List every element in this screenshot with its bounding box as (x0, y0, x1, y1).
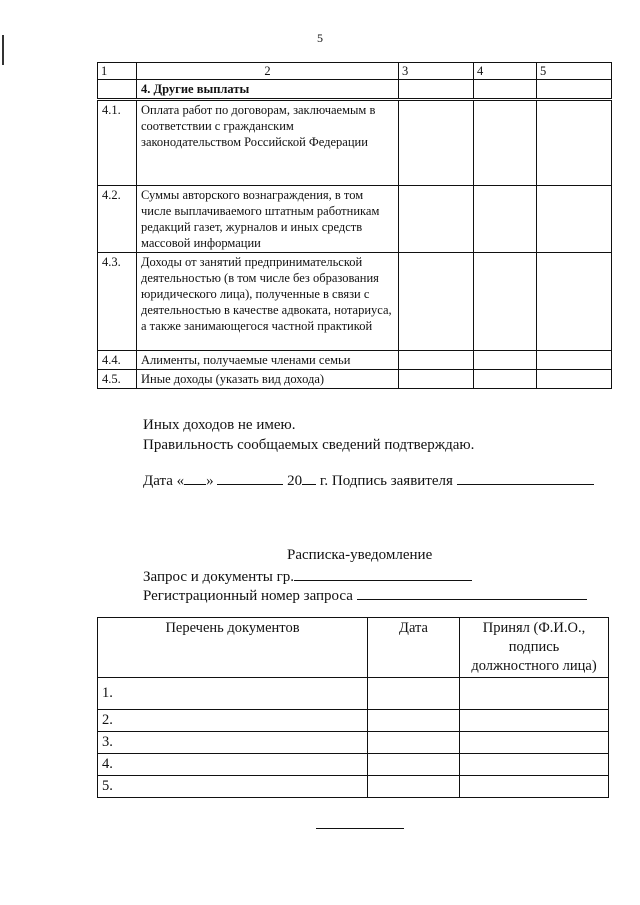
value-cell[interactable] (537, 100, 612, 186)
receipt-title: Расписка-уведомление (287, 547, 433, 563)
doc-row-number: 3. (98, 732, 368, 754)
row-description: Иные доходы (указать вид дохода) (137, 370, 399, 389)
documents-table (97, 617, 609, 798)
reg-number-field[interactable] (357, 585, 587, 600)
section-row (98, 80, 612, 100)
signature-field[interactable] (457, 470, 594, 485)
row-number: 4.1. (98, 100, 137, 186)
header-col-3: 3 (399, 63, 474, 80)
table-row (98, 351, 612, 370)
income-table (97, 62, 612, 389)
confirm-text: Правильность сообщаемых сведений подтверждаю. (143, 437, 475, 453)
doc-accepted-cell[interactable] (460, 732, 609, 754)
page-number: 5 (317, 31, 323, 45)
quote-close: » (206, 473, 214, 489)
year-prefix: 20 (287, 473, 303, 489)
doc-date-cell[interactable] (368, 776, 460, 798)
day-field[interactable] (184, 470, 206, 485)
doc-row-number: 4. (98, 754, 368, 776)
value-cell[interactable] (474, 351, 537, 370)
doc-date-cell[interactable] (368, 678, 460, 710)
section-title: 4. Другие выплаты (137, 80, 399, 100)
reg-number-line (143, 585, 587, 605)
value-cell[interactable] (474, 253, 537, 351)
value-cell[interactable] (537, 186, 612, 253)
year-field[interactable] (302, 470, 316, 485)
header-col-2: 2 (137, 63, 399, 80)
table-row (98, 732, 609, 754)
col-documents-list: Перечень документов (98, 618, 368, 678)
row-description: Доходы от занятий предпринимательской деятельностью (в том числе без образования юридического лица), полученные в связи с деятельностью в качестве адвоката, нотариуса, а также занимающегося частной практикой (137, 253, 399, 351)
value-cell[interactable] (399, 186, 474, 253)
doc-accepted-cell[interactable] (460, 776, 609, 798)
doc-accepted-cell[interactable] (460, 678, 609, 710)
row-description: Оплата работ по договорам, заключаемым в соответствии с гражданским законодательством Российской Федерации (137, 100, 399, 186)
header-col-1: 1 (98, 63, 137, 80)
value-cell[interactable] (399, 253, 474, 351)
table-row (98, 253, 612, 351)
doc-date-cell[interactable] (368, 732, 460, 754)
row-number: 4.2. (98, 186, 137, 253)
value-cell[interactable] (474, 100, 537, 186)
footer-divider (316, 828, 404, 829)
month-field[interactable] (217, 470, 283, 485)
row-description: Алименты, получаемые членами семьи (137, 351, 399, 370)
header-col-4: 4 (474, 63, 537, 80)
col-accepted: Принял (Ф.И.О., подпись должностного лица) (460, 618, 609, 678)
value-cell[interactable] (399, 100, 474, 186)
row-number: 4.4. (98, 351, 137, 370)
request-line (143, 566, 472, 586)
row-description: Суммы авторского вознаграждения, в том числе выплачиваемого штатным работникам редакций газет, журналов и иных средств массовой информации (137, 186, 399, 253)
request-label: Запрос и документы гр. (143, 569, 295, 585)
value-cell[interactable] (537, 370, 612, 389)
date-signature-line (143, 470, 594, 490)
doc-date-cell[interactable] (368, 710, 460, 732)
table-row (98, 678, 609, 710)
row-number: 4.3. (98, 253, 137, 351)
table-row (98, 370, 612, 389)
header-col-5: 5 (537, 63, 612, 80)
doc-row-number: 5. (98, 776, 368, 798)
value-cell[interactable] (474, 370, 537, 389)
row-number: 4.5. (98, 370, 137, 389)
value-cell[interactable] (537, 351, 612, 370)
doc-date-cell[interactable] (368, 754, 460, 776)
income-table-header (98, 63, 612, 80)
value-cell[interactable] (399, 351, 474, 370)
value-cell[interactable] (537, 253, 612, 351)
table-row (98, 186, 612, 253)
table-row (98, 776, 609, 798)
reg-number-label: Регистрационный номер запроса (143, 588, 353, 604)
doc-accepted-cell[interactable] (460, 710, 609, 732)
table-row (98, 710, 609, 732)
value-cell[interactable] (399, 370, 474, 389)
documents-table-header (98, 618, 609, 678)
signature-label: Подпись заявителя (331, 473, 453, 489)
doc-row-number: 1. (98, 678, 368, 710)
value-cell[interactable] (474, 186, 537, 253)
year-suffix: г. (319, 473, 329, 489)
doc-row-number: 2. (98, 710, 368, 732)
citizen-name-field[interactable] (294, 566, 472, 581)
table-row (98, 100, 612, 186)
doc-accepted-cell[interactable] (460, 754, 609, 776)
no-other-income-text: Иных доходов не имею. (143, 417, 296, 433)
table-row (98, 754, 609, 776)
col-date: Дата (368, 618, 460, 678)
margin-mark (2, 35, 4, 65)
date-label: Дата « (143, 473, 185, 489)
